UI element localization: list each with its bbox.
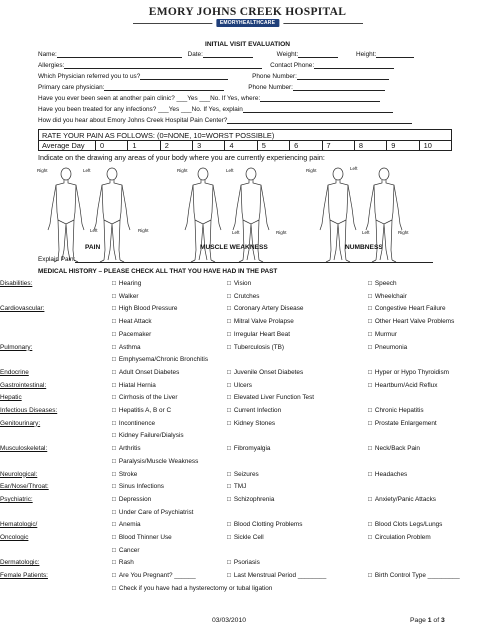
checkbox-icon[interactable]: □ [368,318,372,326]
checkbox-icon[interactable]: □ [227,572,231,580]
primary-care-label: Primary care physician: [38,84,105,91]
history-item-label: Ulcers [233,381,252,389]
history-checkbox-item[interactable] [368,382,437,389]
history-item-label: Elevated Liver Function Test [233,394,315,402]
name-label: Name: [38,51,57,58]
history-item-label: Kidney Stones [233,419,276,427]
history-checkbox-item[interactable] [112,572,196,579]
date-label: Date: [187,51,203,58]
history-category: Gastrointestinal: [0,381,47,389]
history-checkbox-item[interactable] [227,407,281,414]
checkbox-icon[interactable]: □ [227,330,231,338]
checkbox-icon[interactable]: □ [112,292,116,300]
history-checkbox-item[interactable] [368,496,436,503]
pain-score-2[interactable]: 2 [160,141,192,150]
checkbox-icon[interactable]: □ [227,318,231,326]
checkbox-icon[interactable]: □ [112,432,116,440]
checkbox-icon[interactable]: □ [368,407,372,414]
checkbox-icon[interactable]: □ [368,445,372,453]
history-item-label: Speech [374,280,397,287]
checkbox-icon[interactable]: □ [368,343,372,351]
history-item-label: Arthritis [118,445,141,453]
checkbox-icon[interactable]: □ [112,584,116,592]
average-day-label: Average Day [42,141,85,150]
checkbox-icon[interactable]: □ [227,368,231,376]
history-item-label: Coronary Artery Disease [233,305,304,313]
pain-score-7[interactable]: 7 [322,141,354,150]
pain-score-5[interactable]: 5 [257,141,289,150]
explain-pain-input[interactable] [75,256,433,263]
history-checkbox-item[interactable] [227,305,304,312]
history-item-label: Are You Pregnant? ______ [118,572,196,580]
checkbox-icon[interactable]: □ [112,483,116,491]
checkbox-icon[interactable]: □ [227,381,231,389]
checkbox-icon[interactable]: □ [227,419,231,427]
history-checkbox-item[interactable] [227,369,303,376]
history-item-label: Anemia [118,521,141,529]
pain-section-label: PAIN [85,244,101,251]
phone-number-2-label: Phone Number: [248,84,293,91]
history-checkbox-item[interactable] [112,420,155,427]
checkbox-icon[interactable]: □ [112,280,116,287]
history-checkbox-item[interactable] [112,458,198,465]
history-item-label: Cirrhosis of the Liver [118,394,178,402]
history-checkbox-item[interactable] [112,344,141,351]
history-checkbox-item[interactable] [368,331,397,338]
pain-back-right-label: Right [138,228,149,233]
history-item-label: Birth Control Type _________ [374,572,460,580]
history-checkbox-item[interactable] [112,293,139,300]
history-checkbox-item[interactable] [368,572,460,579]
page-prefix: Page [410,617,428,624]
weakness-front-right-label: Right [177,168,188,173]
history-checkbox-item[interactable] [112,369,179,376]
history-item-label: High Blood Pressure [118,305,178,313]
checkbox-icon[interactable]: □ [227,559,231,567]
brand-badge: EMORYHEALTHCARE [216,19,279,27]
explain-pain-row[interactable] [38,256,433,263]
history-category: Hepatic [0,394,22,402]
checkbox-icon[interactable]: □ [368,330,372,338]
pain-score-9[interactable]: 9 [386,141,418,150]
history-category: Neurological: [0,470,38,478]
history-category: Disabilities: [0,280,33,287]
page-number: 1 [427,617,432,624]
checkbox-icon[interactable]: □ [227,280,231,287]
history-checkbox-item[interactable] [227,293,259,300]
history-checkbox-item[interactable] [112,521,141,528]
checkbox-icon[interactable]: □ [112,318,116,326]
infections-label: Have you been treated for any infections? ___Yes ___No. If Yes, explain [38,106,243,113]
history-category: Hematologic/ [0,521,38,529]
weakness-back-left-label: Left [232,230,240,235]
history-category: Pulmonary: [0,343,33,351]
history-checkbox-item[interactable] [368,407,424,414]
history-checkbox-item[interactable] [227,382,252,389]
checkbox-icon[interactable]: □ [112,343,116,351]
history-item-label: Blood Clotting Problems [233,521,303,529]
history-checkbox-item[interactable] [227,331,290,338]
history-item-label: Check if you have had a hysterectomy or tubal ligation [118,584,273,592]
checkbox-icon[interactable]: □ [368,292,372,300]
history-checkbox-item[interactable] [112,534,172,541]
pain-score-4[interactable]: 4 [224,141,256,150]
history-checkbox-item[interactable] [112,547,139,554]
weakness-front-left-label: Left [226,168,234,173]
medical-history-heading: MEDICAL HISTORY – PLEASE CHECK ALL THAT YOU HAVE HAD IN THE PAST [38,268,278,275]
history-checkbox-item[interactable] [112,356,208,363]
history-checkbox-item[interactable] [227,280,251,287]
checkbox-icon[interactable]: □ [112,330,116,338]
checkbox-icon[interactable]: □ [112,470,116,478]
history-item-label: Stroke [118,470,138,478]
history-checkbox-item[interactable] [112,407,171,414]
history-item-label: Asthma [118,343,141,351]
history-checkbox-item[interactable] [112,432,184,439]
hospital-name: EMORY JOHNS CREEK HOSPITAL [148,6,347,18]
numbness-back-right-label: Right [398,230,409,235]
history-item-label: Heartburn/Acid Reflux [374,381,438,389]
history-checkbox-item[interactable] [368,305,446,312]
checkbox-icon[interactable]: □ [112,572,116,580]
history-item-label: Pacemaker [118,330,152,338]
numbness-back-left-label: Left [362,230,370,235]
history-item-label: Adult Onset Diabetes [118,368,180,376]
history-checkbox-item[interactable] [112,382,156,389]
checkbox-icon[interactable]: □ [227,343,231,351]
checkbox-icon[interactable]: □ [112,495,116,503]
checkbox-icon[interactable]: □ [368,572,372,580]
history-checkbox-item[interactable] [227,496,274,503]
pain-score-8[interactable]: 8 [354,141,386,150]
history-checkbox-item[interactable] [227,471,259,478]
history-category: Musculoskeletal: [0,445,48,453]
history-item-label: Hepatitis A, B or C [118,407,172,414]
checkbox-icon[interactable]: □ [112,457,116,465]
history-checkbox-item[interactable] [368,471,407,478]
history-item-label: Hearing [118,280,142,287]
checkbox-icon[interactable]: □ [368,495,372,503]
history-checkbox-item[interactable] [112,509,193,516]
history-item-label: Under Care of Psychiatrist [118,508,194,516]
checkbox-icon[interactable]: □ [368,470,372,478]
history-checkbox-item[interactable] [368,293,407,300]
history-item-label: Mitral Valve Prolapse [233,318,294,326]
history-item-label: Congestive Heart Failure [374,305,446,313]
history-checkbox-item[interactable] [112,331,151,338]
checkbox-icon[interactable]: □ [227,407,231,414]
history-item-label: Pneumonia [374,343,408,351]
history-category: Cardiovascular: [0,305,45,313]
pain-back-left-label: Left [90,228,98,233]
pain-front-left-label: Left [83,168,91,173]
history-checkbox-item[interactable] [227,559,260,566]
history-item-label: Circulation Problem [374,534,431,541]
checkbox-icon[interactable]: □ [112,356,116,364]
numbness-front-left-label: Left [350,166,358,171]
history-checkbox-item[interactable] [368,534,431,541]
history-checkbox-item[interactable] [227,318,294,325]
history-checkbox-item[interactable] [112,318,152,325]
history-checkbox-item[interactable] [112,305,178,312]
history-item-label: Murmur [374,330,397,338]
checkbox-icon[interactable]: □ [112,419,116,427]
explain-pain-label: Explain Pain: [38,256,76,263]
checkbox-icon[interactable]: □ [227,394,231,402]
history-checkbox-item[interactable] [227,534,264,541]
history-category: Dermatologic: [0,559,40,567]
history-item-label: Paralysis/Muscle Weakness [118,457,199,465]
history-item-label: Headaches [374,470,408,478]
checkbox-icon[interactable]: □ [368,305,372,313]
weakness-section-label: MUSCLE WEAKNESS [200,244,268,251]
history-item-label: Sinus Infections [118,483,164,491]
numbness-section-label: NUMBNESS [345,244,383,251]
history-item-label: Depression [118,495,152,503]
history-checkbox-item[interactable] [368,445,420,452]
history-item-label: Chronic Hepatitis [374,407,424,414]
history-checkbox-item[interactable] [368,318,454,325]
history-item-label: Blood Thinner Use [118,534,172,541]
footer-date: 03/03/2010 [212,617,247,624]
history-item-label: Blood Clots Legs/Lungs [374,521,443,529]
history-item-label: TMJ [233,483,247,491]
history-checkbox-item[interactable] [368,369,449,376]
history-checkbox-item[interactable] [227,445,270,452]
weakness-back-right-label: Right [276,230,287,235]
history-item-label: Prostate Enlargement [374,419,437,427]
history-checkbox-item[interactable] [368,420,437,427]
checkbox-icon[interactable]: □ [112,445,116,453]
history-item-label: Sickle Cell [233,534,264,541]
indicate-instructions: Indicate on the drawing any areas of your body where you are currently experiencing pain: [38,153,325,162]
checkbox-icon[interactable]: □ [112,546,116,554]
checkbox-icon[interactable]: □ [112,508,116,516]
checkbox-icon[interactable]: □ [368,368,372,376]
history-checkbox-item[interactable] [368,521,442,528]
checkbox-icon[interactable]: □ [112,394,116,402]
history-checkbox-item[interactable] [112,280,141,287]
history-checkbox-item[interactable] [368,344,407,351]
checkbox-icon[interactable]: □ [112,521,116,529]
history-checkbox-item[interactable] [112,471,137,478]
checkbox-icon[interactable]: □ [227,292,231,300]
history-item-label: Fibromyalgia [233,445,271,453]
history-item-label: Walker [118,292,139,300]
history-checkbox-item[interactable] [227,483,246,490]
history-checkbox-item[interactable] [227,572,326,579]
checkbox-icon[interactable]: □ [368,521,372,529]
checkbox-icon[interactable]: □ [227,470,231,478]
checkbox-icon[interactable]: □ [112,534,116,541]
history-checkbox-item[interactable] [112,496,151,503]
history-item-label: Wheelchair [374,292,407,300]
pain-front-right-label: Right [37,168,48,173]
page-indicator [410,617,445,624]
history-item-label: Juvenile Onset Diabetes [233,368,304,376]
checkbox-icon[interactable]: □ [227,534,231,541]
history-item-label: Neck/Back Pain [374,445,420,453]
history-category: Female Patients: [0,572,48,580]
history-item-label: Irregular Heart Beat [233,330,290,338]
checkbox-icon[interactable]: □ [368,534,372,541]
history-checkbox-item[interactable] [227,394,314,401]
checkbox-icon[interactable]: □ [368,280,372,287]
history-category: Oncologic [0,534,29,541]
allergies-label: Allergies: [38,62,65,69]
history-category: Psychiatric: [0,495,33,503]
history-item-label: Seizures [233,470,259,478]
history-checkbox-item[interactable] [227,344,284,351]
checkbox-icon[interactable]: □ [227,445,231,453]
history-item-label: Schizophrenia [233,495,275,503]
history-checkbox-item[interactable] [112,585,272,592]
history-item-label: Psoriasis [233,559,260,567]
other-pain-clinic-label: Have you ever been seen at another pain clinic? ___Yes ___No. If Yes, where: [38,95,261,102]
history-category: Endocrine [0,368,29,376]
history-checkbox-item[interactable] [112,559,134,566]
form-title: INITIAL VISIT EVALUATION [205,41,290,48]
pain-score-0[interactable]: 0 [95,141,127,150]
history-checkbox-item[interactable] [112,445,141,452]
checkbox-icon[interactable]: □ [227,483,231,491]
history-item-label: Heat Attack [118,318,152,326]
history-item-label: Hyper or Hypo Thyroidism [374,368,449,376]
phone-number-1-label: Phone Number: [252,73,297,80]
heard-about-label: How did you hear about Emory Johns Creek Hospital Pain Center? [38,117,228,124]
history-item-label: Crutches [233,292,260,300]
checkbox-icon[interactable]: □ [227,495,231,503]
history-checkbox-item[interactable] [112,394,177,401]
pain-score-6[interactable]: 6 [289,141,321,150]
page-of: of [431,617,441,624]
history-checkbox-item[interactable] [368,280,397,287]
history-item-label: Cancer [118,546,140,554]
checkbox-icon[interactable]: □ [112,305,116,313]
history-item-label: Current Infection [233,407,282,414]
checkbox-icon[interactable]: □ [112,368,116,376]
history-item-label: Vision [233,280,252,287]
pain-score-1[interactable]: 1 [127,141,159,150]
history-item-label: Hiatal Hernia [118,381,156,389]
history-item-label: Last Menstrual Period ________ [233,572,327,580]
history-category: Genitourinary: [0,419,41,427]
history-item-label: Kidney Failure/Dialysis [118,432,184,440]
history-item-label: Anxiety/Panic Attacks [374,495,436,503]
weight-label: Weight: [276,51,299,58]
history-item-label: Incontinence [118,419,156,427]
pain-score-3[interactable]: 3 [192,141,224,150]
history-checkbox-item[interactable] [227,521,302,528]
checkbox-icon[interactable]: □ [227,305,231,313]
page-total: 3 [441,617,445,624]
history-checkbox-item[interactable] [112,483,164,490]
contact-phone-label: Contact Phone: [270,62,315,69]
checkbox-icon[interactable]: □ [227,521,231,529]
physician-referred-label: Which Physician referred you to us? [38,73,141,80]
checkbox-icon[interactable]: □ [368,419,372,427]
pain-figure-front[interactable] [48,168,84,262]
checkbox-icon[interactable]: □ [368,381,372,389]
history-item-label: Other Heart Valve Problems [374,318,455,326]
history-item-label: Rash [118,559,134,567]
history-category: Infectious Diseases: [0,407,58,414]
pain-score-10[interactable]: 10 [419,141,451,150]
checkbox-icon[interactable]: □ [112,381,116,389]
pain-rating-heading: RATE YOUR PAIN AS FOLLOWS: (0=NONE, 10=WORST POSSIBLE) [38,129,452,140]
history-category: Ear/Nose/Throat: [0,483,49,491]
history-checkbox-item[interactable] [227,420,275,427]
numbness-front-right-label: Right [306,168,317,173]
history-item-label: Emphysema/Chronic Bronchitis [118,356,209,364]
checkbox-icon[interactable]: □ [112,407,116,414]
checkbox-icon[interactable]: □ [112,559,116,567]
history-item-label: Tuberculosis (TB) [233,343,285,351]
height-label: Height: [356,51,377,58]
